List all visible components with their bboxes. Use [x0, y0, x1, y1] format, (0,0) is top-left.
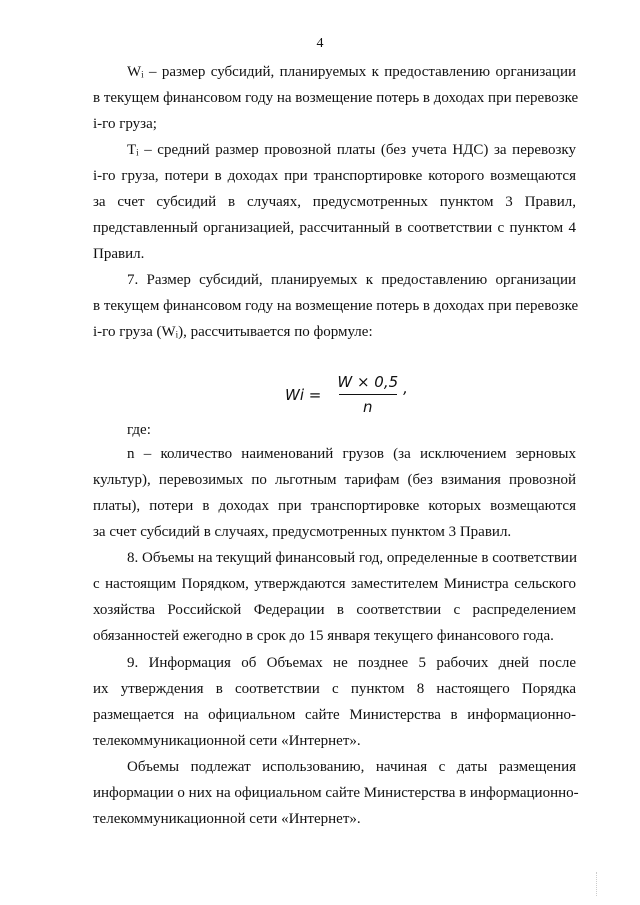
- paragraph-n-definition: [93, 441, 576, 545]
- formula-denominator: n: [362, 398, 373, 416]
- text-line: Wᵢ – размер субсидий, планируемых к предоставлению организации: [127, 64, 576, 80]
- text-line: Правил.: [93, 246, 145, 262]
- text-line: i-го груза;: [93, 116, 157, 132]
- text-line: Объемы подлежат использованию, начиная с даты размещения: [127, 759, 576, 775]
- text-line: с настоящим Порядком, утверждаются заместителем Министра сельского: [93, 576, 576, 592]
- paragraph-ti-definition: [93, 137, 576, 267]
- text-line: 7. Размер субсидий, планируемых к предоставлению организации: [127, 272, 576, 288]
- text-line: обязанностей ежегодно в срок до 15 января текущего финансового года.: [93, 628, 554, 644]
- text-line: телекоммуникационной сети «Интернет».: [93, 733, 361, 749]
- paragraph-item-8: [93, 545, 576, 649]
- paragraph-wi-definition: [93, 59, 579, 137]
- text-line: за счет субсидий в случаях, предусмотренных пунктом 3 Правил,: [93, 194, 576, 210]
- text-line: i-го груза, потери в доходах при транспортировке которого возмещаются: [93, 168, 576, 184]
- text-line: их утверждения в соответствии с пунктом 8 настоящего Порядка: [93, 681, 576, 697]
- formula-fraction: [333, 373, 402, 416]
- formula-trailing-comma: ,: [403, 378, 408, 397]
- formula-numerator: W × 0,5: [337, 373, 399, 391]
- text-line: телекоммуникационной сети «Интернет».: [93, 811, 361, 827]
- paragraph-item-9: [93, 650, 576, 754]
- text-line: 8. Объемы на текущий финансовый год, определенные в соответствии: [127, 550, 577, 566]
- text-line: информации о них на официальном сайте Министерства в информационно-: [93, 785, 579, 801]
- formula: [285, 373, 408, 416]
- text-line: культур), перевозимых по льготным тарифам (без взимания провозной: [93, 472, 576, 488]
- text-line: n – количество наименований грузов (за исключением зерновых: [127, 446, 576, 462]
- text-line: за счет субсидий в случаях, предусмотренных пунктом 3 Правил.: [93, 524, 512, 540]
- text-line: платы), потери в доходах при транспортировке которых возмещаются: [93, 498, 576, 514]
- text-line: в текущем финансовом году на возмещение потерь в доходах при перевозке: [93, 298, 579, 314]
- text-line: хозяйства Российской Федерации в соответствии с распределением: [93, 602, 576, 618]
- paragraph-volumes-use: [93, 754, 579, 832]
- text-line: Tᵢ – средний размер провозной платы (без учета НДС) за перевозку: [127, 142, 576, 158]
- scan-artifact: [596, 872, 599, 896]
- text-line: размещается на официальном сайте Министерства в информационно-: [93, 707, 576, 723]
- paragraph-where: [93, 417, 576, 443]
- text-line: 9. Информация об Объемах не позднее 5 рабочих дней после: [127, 655, 576, 671]
- text-line: представленный организацией, рассчитанный в соответствии с пунктом 4: [93, 220, 576, 236]
- text-line: где:: [127, 422, 151, 438]
- text-line: i-го груза (Wᵢ), рассчитывается по формуле:: [93, 324, 373, 340]
- paragraph-item-7: [93, 267, 579, 345]
- text-line: в текущем финансовом году на возмещение потерь в доходах при перевозке: [93, 90, 579, 106]
- formula-lhs: Wi =: [285, 385, 322, 404]
- page-number: 4: [316, 36, 324, 51]
